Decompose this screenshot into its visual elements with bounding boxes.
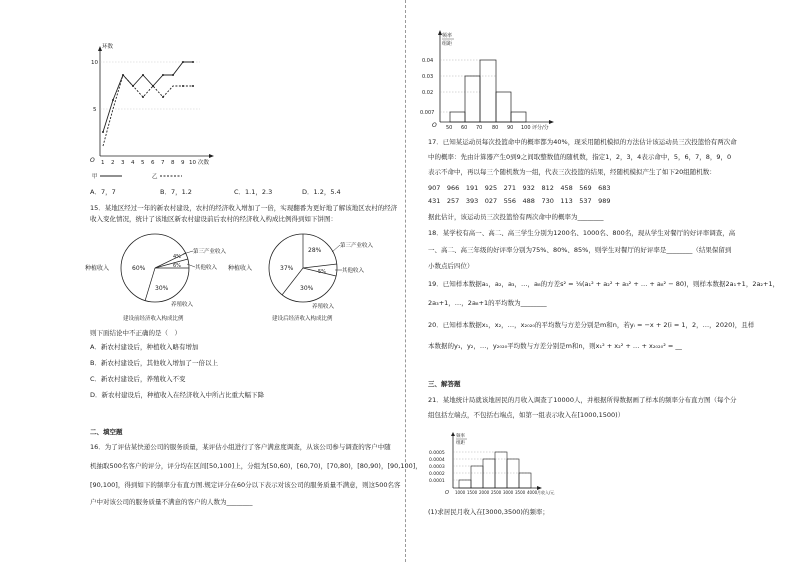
hist2-x-tick: 1000 <box>455 490 466 495</box>
section-fill-in-title: 二、填空题 <box>90 428 123 436</box>
hist1-x-tick: 50 <box>446 125 453 131</box>
hist1-bar <box>450 112 465 122</box>
q15-stem-line1: 15．某地区经过一年的新农村建设，农村的经济收入增加了一倍，实现翻番为更好地了解该地区农村的经济 <box>90 204 398 212</box>
q20-line2: 本数据的y₁，y₂，…，y₂₀₂₀平均数与方差分别是m和n，则x₁² + x₂² + … + x₂₀₂₀² = __ <box>428 342 682 350</box>
pie-before-label-4: 4% <box>173 254 181 260</box>
pie-after-planting: 种植收入 <box>228 265 253 272</box>
q21-part1: (1)求居民月收入在[3000,3500)的频率； <box>428 508 549 516</box>
hist1-bar <box>480 60 496 122</box>
pie-chart-after <box>228 226 388 326</box>
column-divider <box>405 0 406 562</box>
q17-line3: 表示不命中，再以每三个随机数为一组，代表三次投篮的结果，经随机模拟产生了如下20组随机数： <box>428 168 716 176</box>
q19-line1: 19．已知样本数据a₁，a₂，a₃，…，a₈的方差s² = ⅛(a₁² + a₂² + a₃² + … + a₈² − 80)，则样本数据2a₁+1，2a₂+1， <box>428 280 780 288</box>
line-chart-x-tick: 5 <box>141 160 145 166</box>
hist1-y-tick: 0.03 <box>422 74 434 80</box>
line-chart-y-tick-5: 5 <box>93 107 97 113</box>
line-chart-x-tick: 9 <box>181 160 185 166</box>
q16-line4: 户中对该公司的服务质量不满意的客户的人数为________ <box>90 498 253 506</box>
q14-option-c[interactable]: C．1.1，2.3 <box>234 188 273 196</box>
hist1-bar <box>511 112 526 122</box>
line-chart-x-tick: 4 <box>131 160 135 166</box>
hist2-y-tick: 0.0001 <box>429 479 445 484</box>
pie-after-breeding: 养殖收入 <box>312 304 335 310</box>
line-chart-x-tick: 3 <box>121 160 125 166</box>
hist1-x-tick: 60 <box>461 125 468 131</box>
hist2-y-tick: 0.0005 <box>429 451 445 456</box>
q14-option-d[interactable]: D．1.2，5.4 <box>302 188 341 196</box>
hist1-bar <box>465 76 480 122</box>
q17-line1: 17．已知某运动员每次投篮命中的概率都为40%，现采用随机模拟的方法估计该运动员三次投篮恰有两次命 <box>428 138 737 146</box>
pie-after-other: 其他收入 <box>342 268 365 274</box>
hist1-x-tick: 100 <box>521 125 531 131</box>
hist2-x-tick: 2000 <box>479 490 490 495</box>
score-histogram <box>420 30 570 130</box>
q15-stem-line2: 收入变化情况，统计了该地区新农村建设前后农村的经济收入构成比例得到如下饼图： <box>90 215 337 223</box>
q18-line3: 小数点后四位） <box>428 262 474 270</box>
series-yi-line <box>103 75 193 146</box>
pie-after-caption: 建设后经济收入构成比例 <box>272 316 333 322</box>
q21-line2: 组包括左端点，不包括右端点，如第一组表示收入在[1000,1500)） <box>428 411 625 419</box>
hist2-x-tick: 3500 <box>515 490 526 495</box>
pie-after-tertiary: 第三产业收入 <box>340 243 374 249</box>
q16-line1: 16．为了评估某快递公司的服务质量，某评估小组进行了客户满意度调查，从该公司参与调查的客户中随 <box>90 443 391 451</box>
pie-before-label-60: 60% <box>132 265 146 272</box>
hist2-y-label-2: 组距 <box>456 441 465 446</box>
hist2-y-tick: 0.0004 <box>429 458 445 463</box>
pie-before-planting: 种植收入 <box>85 265 110 272</box>
pie-after-label-28: 28% <box>308 247 322 254</box>
hist1-y-tick: 0.007 <box>420 110 435 116</box>
hist2-y-label-1: 频率 <box>456 434 465 439</box>
hist1-x-unit: 评分/分 <box>532 125 549 131</box>
line-chart-x-tick: 7 <box>161 160 165 166</box>
line-chart-x-tick: 2 <box>111 160 115 166</box>
q15-ask: 则下面结论中不正确的是（ ） <box>90 329 181 337</box>
q18-line2: 一、高二、高三年级的好评率分别为75%、80%、85%，则学生对餐厅的好评率是________（结果保留到 <box>428 246 732 254</box>
q17-data-row1: 907 966 191 925 271 932 812 458 569 683 <box>428 184 611 192</box>
hist2-bar <box>495 452 507 488</box>
line-chart-x-tick: 10 <box>189 160 196 166</box>
line-chart-x-tick: 6 <box>151 160 155 166</box>
shooting-line-chart <box>80 42 220 182</box>
pie-before-caption: 建设前经济收入构成比例 <box>123 316 184 322</box>
hist2-x-tick: 1500 <box>467 490 478 495</box>
hist1-y-label-2: 组距 <box>442 41 453 47</box>
pie-before-breeding: 养殖收入 <box>171 302 194 308</box>
line-chart-y-tick-10: 10 <box>91 60 98 66</box>
hist1-y-tick: 0.04 <box>422 58 434 64</box>
hist1-x-tick: 70 <box>476 125 483 131</box>
pie-after-label-37: 37% <box>280 265 294 272</box>
pie-after-label-30: 30% <box>300 285 314 292</box>
hist1-x-tick: 90 <box>507 125 514 131</box>
line-chart-y-label: 环数 <box>102 44 114 50</box>
line-chart-origin: O <box>90 157 95 164</box>
q16-line3: [90,100]，得到如下的频率分布直方图.规定评分在60分以下表示对该公司的服务质量不满意，则这500名客 <box>90 481 401 489</box>
q17-ask: 据此估计，该运动员三次投篮恰有两次命中的概率为________ <box>428 213 604 221</box>
hist2-bar <box>519 473 531 488</box>
q19-line2: 2a₃+1，…，2a₈+1的平均数为________ <box>428 299 547 307</box>
hist1-y-tick: 0.02 <box>422 90 434 96</box>
legend-jia: 甲 <box>92 174 98 180</box>
q14-option-a[interactable]: A．7，7 <box>90 188 116 196</box>
hist2-x-tick: 2500 <box>491 490 502 495</box>
q18-line1: 18．某学校有高一、高二、高三学生分别为1200名、1000名、800名，现从学生对餐厅的好评率调查，高 <box>428 229 736 237</box>
hist2-x-tick: 3000 <box>503 490 514 495</box>
hist1-origin: O <box>432 122 437 129</box>
hist2-y-tick: 0.0002 <box>429 472 445 477</box>
hist2-bar <box>507 459 519 488</box>
hist2-x-tick: 4000 <box>527 490 538 495</box>
q15-option-b[interactable]: B．新农村建设后，其他收入增加了一倍以上 <box>90 359 218 367</box>
legend-yi: 乙 <box>152 174 158 180</box>
pie-before-tertiary: 第三产业收入 <box>193 249 227 255</box>
hist2-y-tick: 0.0003 <box>429 465 445 470</box>
pie-before-label-6: 6% <box>173 263 181 269</box>
hist1-y-label-1: 频率 <box>442 33 453 39</box>
line-chart-x-tick: 1 <box>101 160 105 166</box>
q16-line2: 机抽取500名客户的评分，评分均在区间[50,100]上，分组为[50,60)，[60,70)，[70,80)，[80,90)，[90,100]， <box>90 462 422 470</box>
pie-after-label-5: 5% <box>318 269 326 275</box>
line-chart-x-unit: 次数 <box>198 160 210 166</box>
q17-data-row2: 431 257 393 027 556 488 730 113 537 989 <box>428 197 611 205</box>
hist2-bar <box>471 466 483 488</box>
hist2-origin: O <box>445 490 449 496</box>
pie-before-label-30: 30% <box>155 285 169 292</box>
income-histogram <box>428 432 558 498</box>
hist2-bar <box>459 480 471 488</box>
line-chart-x-tick: 8 <box>171 160 175 166</box>
q15-option-a[interactable]: A．新农村建设后，种植收入略有增加 <box>90 343 199 351</box>
hist2-bar <box>483 459 495 488</box>
q15-option-c[interactable]: C．新农村建设后，养殖收入不变 <box>90 375 186 383</box>
hist1-x-tick: 80 <box>492 125 499 131</box>
hist2-x-unit: 月收入/元 <box>537 490 555 495</box>
pie-chart-before <box>85 226 245 326</box>
pie-before-other: 其他收入 <box>195 265 218 271</box>
q14-option-b[interactable]: B．7，1.2 <box>160 188 192 196</box>
q17-line2: 中的概率：先由计算器产生0到9之间取整数值的随机数，指定1，2，3，4表示命中，5，6，7，8，9，0 <box>428 153 732 161</box>
section-answer-title: 三、解答题 <box>428 380 461 388</box>
q20-line1: 20．已知样本数据x₁，x₂，…，x₂₀₂₀的平均数与方差分别是m和n，若yᵢ = −x + 2(i = 1，2，…，2020)，且样 <box>428 321 755 329</box>
hist1-bar <box>496 92 511 122</box>
q21-line1: 21．某地统计局就该地居民的月收入调查了10000人，并根据所得数据画了样本的频率分布直方图（每个分 <box>428 396 737 404</box>
q15-option-d[interactable]: D．新农村建设后，种植收入在经济收入中所占比重大幅下降 <box>90 391 265 399</box>
